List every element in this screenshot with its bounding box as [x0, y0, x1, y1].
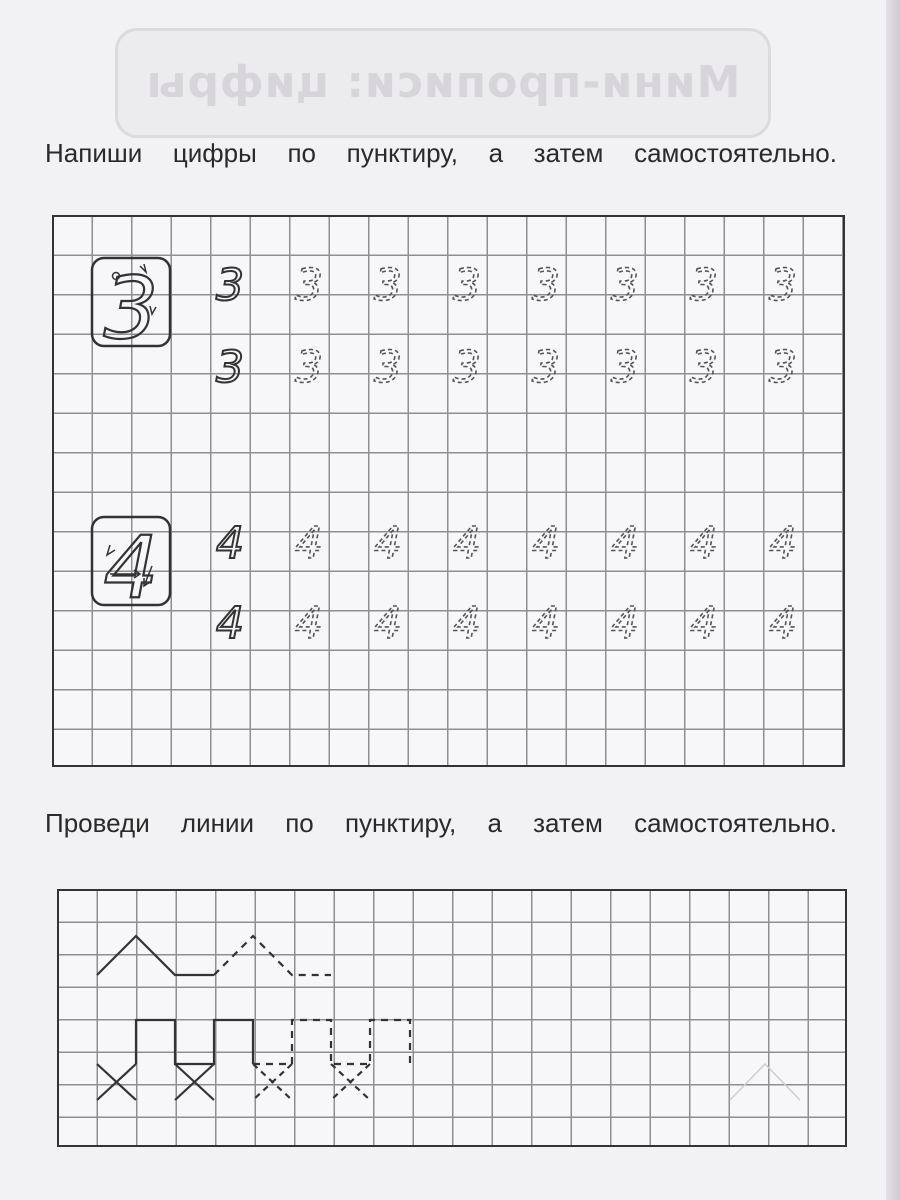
cross-solid	[97, 1064, 136, 1100]
instruction-word: линии	[180, 808, 255, 838]
dotted-digit: 4	[532, 518, 560, 569]
sample-box-3	[92, 258, 170, 359]
dotted-digit: 3	[611, 342, 639, 393]
dotted-digit: 4	[611, 518, 639, 569]
instruction-word: Проведи	[45, 808, 150, 838]
dotted-digit: 3	[453, 260, 481, 311]
instruction-word: самостоятельно.	[634, 138, 837, 168]
solid-digit: 3	[216, 342, 244, 393]
dotted-digit: 4	[374, 598, 402, 649]
dotted-digit: 4	[374, 518, 402, 569]
instruction-word: пунктиру,	[344, 808, 457, 838]
instruction-word: самостоятельно.	[634, 808, 837, 838]
digit-4-row	[216, 598, 797, 649]
dotted-digit: 3	[295, 260, 323, 311]
page-title-bleed: Мини-прописи: цифры	[145, 57, 741, 108]
instruction-word: цифры	[172, 138, 257, 168]
instruction-word: затем	[533, 138, 604, 168]
sample-box-4	[92, 517, 170, 618]
instruction-word: а	[488, 138, 504, 168]
instruction-word: Напиши	[45, 138, 143, 168]
solid-digit: 4	[216, 518, 244, 569]
dotted-digit: 3	[532, 342, 560, 393]
dotted-digit: 3	[611, 260, 639, 311]
meander-solid-line	[136, 1020, 253, 1064]
faint-bleed-triangle	[730, 1064, 800, 1100]
dotted-digit: 3	[374, 342, 402, 393]
instruction-word: а	[487, 808, 502, 838]
dotted-digit: 4	[295, 598, 323, 649]
meander-dotted-line	[253, 1020, 410, 1064]
zigzag-dotted-line	[214, 936, 331, 975]
dotted-digit: 3	[690, 342, 718, 393]
instruction-word: пунктиру,	[346, 138, 458, 168]
dotted-digit: 4	[769, 518, 797, 569]
sample-digit-3: 3	[103, 259, 159, 359]
dotted-digit: 4	[690, 518, 718, 569]
digit-4-row	[216, 518, 797, 569]
dotted-digit: 3	[769, 260, 797, 311]
instruction-word: по	[285, 808, 314, 838]
dotted-digit: 4	[769, 598, 797, 649]
cross-dotted	[253, 1064, 292, 1100]
instruction-word: затем	[533, 808, 603, 838]
cross-dotted	[331, 1064, 370, 1100]
dotted-digit: 3	[453, 342, 481, 393]
dotted-digit: 3	[295, 342, 323, 393]
dotted-digit: 4	[453, 598, 481, 649]
digit-rows	[216, 260, 797, 649]
dotted-digit: 3	[532, 260, 560, 311]
dotted-digit: 4	[532, 598, 560, 649]
instruction-word: по	[287, 138, 316, 168]
solid-digit: 3	[216, 260, 244, 311]
dotted-digit: 4	[690, 598, 718, 649]
cross-pattern	[97, 1064, 370, 1100]
dotted-digit: 4	[295, 518, 323, 569]
meander-pattern	[136, 1020, 410, 1064]
zigzag-pattern	[97, 936, 331, 975]
dotted-digit: 3	[769, 342, 797, 393]
digit-3-row	[216, 342, 797, 393]
sample-digit-4: 4	[103, 518, 159, 618]
dotted-digit: 4	[611, 598, 639, 649]
dotted-digit: 4	[453, 518, 481, 569]
cross-solid	[175, 1064, 214, 1100]
zigzag-solid-line	[97, 936, 214, 975]
dotted-digit: 3	[690, 260, 718, 311]
dotted-digit: 3	[374, 260, 402, 311]
solid-digit: 4	[216, 598, 244, 649]
digit-3-row	[216, 260, 797, 311]
